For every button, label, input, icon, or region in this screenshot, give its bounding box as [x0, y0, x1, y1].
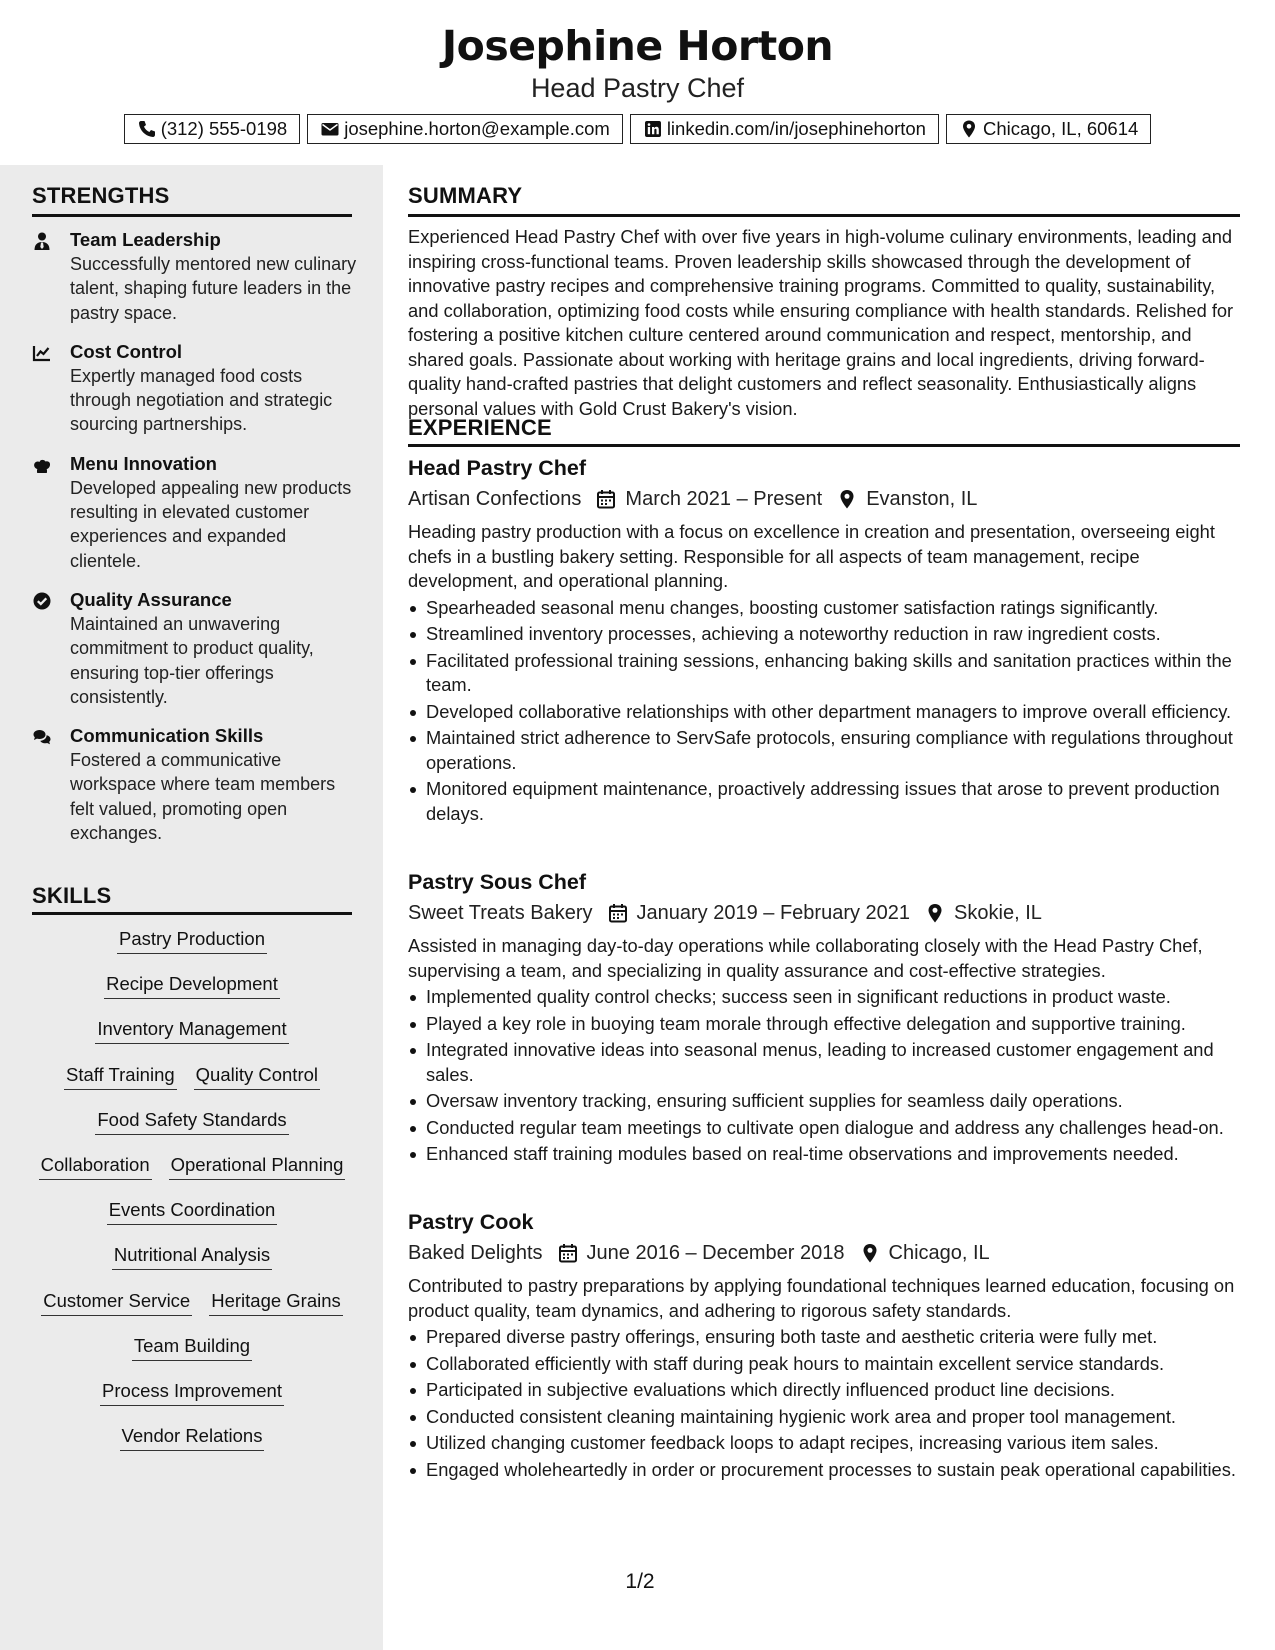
job-meta — [408, 898, 1240, 928]
strength-desc: Expertly managed food costs through negotiation and strategic sourcing partnerships. — [70, 365, 333, 435]
user-tie-icon — [32, 228, 70, 325]
skill-tag: Team Building — [132, 1333, 252, 1361]
skill-row — [30, 1378, 354, 1423]
contact-phone-text: (312) 555-0198 — [160, 118, 288, 139]
strengths-heading: STRENGTHS — [32, 183, 170, 208]
skill-tag: Nutritional Analysis — [112, 1242, 272, 1270]
skill-row — [30, 1152, 354, 1197]
skills-heading: SKILLS — [32, 883, 112, 908]
job-company: Artisan Confections — [408, 488, 582, 510]
phone-icon — [137, 119, 157, 139]
candidate-title: Head Pastry Chef — [530, 73, 745, 103]
job-bullet: Played a key role in buoying team morale through effective delegation and supportive training. — [408, 1012, 1240, 1037]
check-circle-icon — [32, 588, 70, 709]
job-dates: January 2019 – February 2021 — [636, 902, 911, 924]
job-title: Head Pastry Chef — [408, 456, 587, 480]
job-bullet: Developed collaborative relationships with other department managers to improve overall efficiency. — [408, 700, 1240, 725]
job-company: Baked Delights — [408, 1242, 543, 1264]
skill-tag: Customer Service — [41, 1288, 192, 1316]
envelope-icon — [320, 119, 340, 139]
job-bullets — [408, 596, 1240, 827]
skill-tag: Food Safety Standards — [95, 1107, 288, 1135]
contact-email-text: josephine.horton@example.com — [344, 118, 610, 139]
chef-hat-icon — [32, 452, 70, 573]
strength-name: Quality Assurance — [70, 588, 232, 610]
job-bullet: Engaged wholeheartedly in order or procurement processes to sustain peak operational capabilities. — [408, 1458, 1240, 1483]
job-bullet: Conducted regular team meetings to cultivate open dialogue and address any challenges head-on. — [408, 1116, 1240, 1141]
job-bullet: Conducted consistent cleaning maintaining hygienic work area and proper tool management. — [408, 1405, 1240, 1430]
candidate-name: Josephine Horton — [441, 22, 834, 70]
contact-linkedin-text: linkedin.com/in/josephinehorton — [666, 118, 926, 139]
skill-row — [30, 971, 354, 1016]
job-company: Sweet Treats Bakery — [408, 902, 593, 924]
skill-row — [30, 1016, 354, 1061]
resume-header — [0, 0, 1275, 165]
page-number: 1/2 — [625, 1570, 655, 1593]
skill-tag: Staff Training — [64, 1062, 177, 1090]
contact-linkedin[interactable] — [630, 114, 939, 144]
skill-row — [30, 1107, 354, 1152]
job-bullet: Integrated innovative ideas into seasonal menus, leading to increased customer engagement and sales. — [408, 1038, 1240, 1087]
skill-row — [30, 1288, 354, 1333]
job-dates: June 2016 – December 2018 — [586, 1242, 845, 1264]
skill-tag: Recipe Development — [104, 971, 280, 999]
job-bullet: Implemented quality control checks; success seen in significant reductions in product waste. — [408, 985, 1240, 1010]
strengths-rule — [32, 214, 352, 217]
skill-tag: Vendor Relations — [120, 1423, 265, 1451]
experience-rule — [408, 444, 1240, 447]
job-meta — [408, 484, 1240, 514]
job-bullet: Facilitated professional training sessions, enhancing baking skills and sanitation practices within the team. — [408, 649, 1240, 698]
job-title: Pastry Sous Chef — [408, 870, 587, 894]
chart-line-icon — [32, 340, 70, 437]
map-pin-icon — [859, 1242, 881, 1264]
strength-item — [32, 340, 362, 437]
job-bullet: Oversaw inventory tracking, ensuring sufficient supplies for seamless daily operations. — [408, 1089, 1240, 1114]
strength-item — [32, 588, 362, 709]
job-bullets — [408, 1325, 1240, 1482]
contact-location-text: Chicago, IL, 60614 — [982, 118, 1139, 139]
skill-tag: Quality Control — [194, 1062, 320, 1090]
job-description: Assisted in managing day-to-day operations while collaborating closely with the Head Pastry Chef, supervising a team, and specializing in quality assurance and cost-effective strategies. — [408, 935, 1203, 981]
skill-tag: Collaboration — [39, 1152, 152, 1180]
strength-name: Cost Control — [70, 340, 183, 362]
skill-tag: Operational Planning — [169, 1152, 346, 1180]
comments-icon — [32, 724, 70, 845]
job-meta — [408, 1238, 1240, 1268]
job-title: Pastry Cook — [408, 1210, 534, 1234]
job-bullet: Streamlined inventory processes, achieving a noteworthy reduction in raw ingredient costs. — [408, 622, 1240, 647]
skill-tag: Pastry Production — [117, 926, 267, 954]
skill-row — [30, 1423, 354, 1468]
job-location: Evanston, IL — [866, 488, 978, 510]
skill-row — [30, 1242, 354, 1287]
experience-heading: EXPERIENCE — [408, 415, 552, 440]
job-bullet: Collaborated efficiently with staff during peak hours to maintain excellent service standards. — [408, 1352, 1240, 1377]
skill-row — [30, 1197, 354, 1242]
contact-location[interactable] — [946, 114, 1151, 144]
strength-item — [32, 452, 362, 573]
strength-desc: Fostered a communicative workspace where team members felt valued, promoting open exchanges. — [70, 750, 336, 844]
skill-tag: Events Coordination — [107, 1197, 278, 1225]
strength-desc: Successfully mentored new culinary talent, shaping future leaders in the pastry space. — [70, 254, 357, 323]
summary-rule — [408, 214, 1240, 217]
strengths-list — [32, 228, 362, 860]
job-bullet: Enhanced staff training modules based on real-time observations and improvements needed. — [408, 1142, 1240, 1167]
calendar-icon — [557, 1242, 579, 1264]
job-bullet: Participated in subjective evaluations which directly influenced product line decisions. — [408, 1378, 1240, 1403]
strength-item — [32, 724, 362, 845]
linkedin-icon — [643, 119, 663, 139]
job-bullet: Utilized changing customer feedback loops to adapt recipes, increasing various item sales. — [408, 1431, 1240, 1456]
job-bullet: Maintained strict adherence to ServSafe protocols, ensuring compliance with regulations throughout operations. — [408, 726, 1240, 775]
map-pin-icon — [959, 119, 979, 139]
summary-text: Experienced Head Pastry Chef with over five years in high-volume culinary environments, leading and inspiring cross-functional teams. Proven leadership skills showcased through the development of innovative pastry recipes and comprehensive training programs. Committed to quality, sustainability, and collaboration, optimizing food costs while ensuring compliance with health standards. Relished for fostering a positive kitchen culture centered around communication and respect, mentorship, and shared goals. Passionate about working with heritage grains and local ingredients, driving forward-quality hand-crafted pastries that delight customers and reflect seasonality. Enthusiastically aligns personal values with Gold Crust Bakery's vision. — [408, 226, 1234, 419]
strength-name: Communication Skills — [70, 725, 264, 747]
job-location: Chicago, IL — [888, 1242, 990, 1264]
contact-bar — [0, 114, 1275, 144]
strength-name: Team Leadership — [70, 229, 221, 250]
summary-heading: SUMMARY — [408, 183, 523, 208]
job-bullet: Spearheaded seasonal menu changes, boosting customer satisfaction ratings significantly. — [408, 596, 1240, 621]
job-bullet: Prepared diverse pastry offerings, ensuring both taste and aesthetic criteria were fully met. — [408, 1325, 1240, 1350]
skill-row — [30, 1062, 354, 1107]
job-dates: March 2021 – Present — [625, 488, 823, 510]
skill-row — [30, 1333, 354, 1378]
skills-list — [30, 926, 354, 1468]
calendar-icon — [607, 902, 629, 924]
strength-desc: Maintained an unwavering commitment to product quality, ensuring top-tier offerings consistently. — [70, 613, 314, 707]
strength-name: Menu Innovation — [70, 452, 217, 474]
calendar-icon — [595, 488, 617, 510]
job-entry — [408, 868, 1240, 1169]
job-entry — [408, 454, 1240, 828]
contact-phone[interactable] — [124, 114, 301, 144]
job-location: Skokie, IL — [954, 902, 1042, 924]
job-bullet: Monitored equipment maintenance, proactively addressing issues that arose to prevent production delays. — [408, 777, 1240, 826]
map-pin-icon — [836, 488, 858, 510]
job-bullets — [408, 985, 1240, 1167]
job-description: Heading pastry production with a focus on excellence in creation and presentation, overseeing eight chefs in a bustling bakery setting. Responsible for all aspects of team management, recipe development, and operational planning. — [408, 521, 1215, 591]
skill-row — [30, 926, 354, 971]
contact-email[interactable] — [307, 114, 623, 144]
skill-tag: Inventory Management — [95, 1016, 288, 1044]
strength-item — [32, 228, 362, 325]
skill-tag: Process Improvement — [100, 1378, 284, 1406]
skill-tag: Heritage Grains — [209, 1288, 343, 1316]
map-pin-icon — [924, 902, 946, 924]
job-entry — [408, 1208, 1240, 1484]
skills-rule — [32, 912, 352, 915]
job-description: Contributed to pastry preparations by applying foundational techniques learned education, focusing on product quality, team dynamics, and adhering to rigorous safety standards. — [408, 1275, 1235, 1321]
strength-desc: Developed appealing new products resulting in elevated customer experiences and expanded clientele. — [70, 477, 352, 571]
